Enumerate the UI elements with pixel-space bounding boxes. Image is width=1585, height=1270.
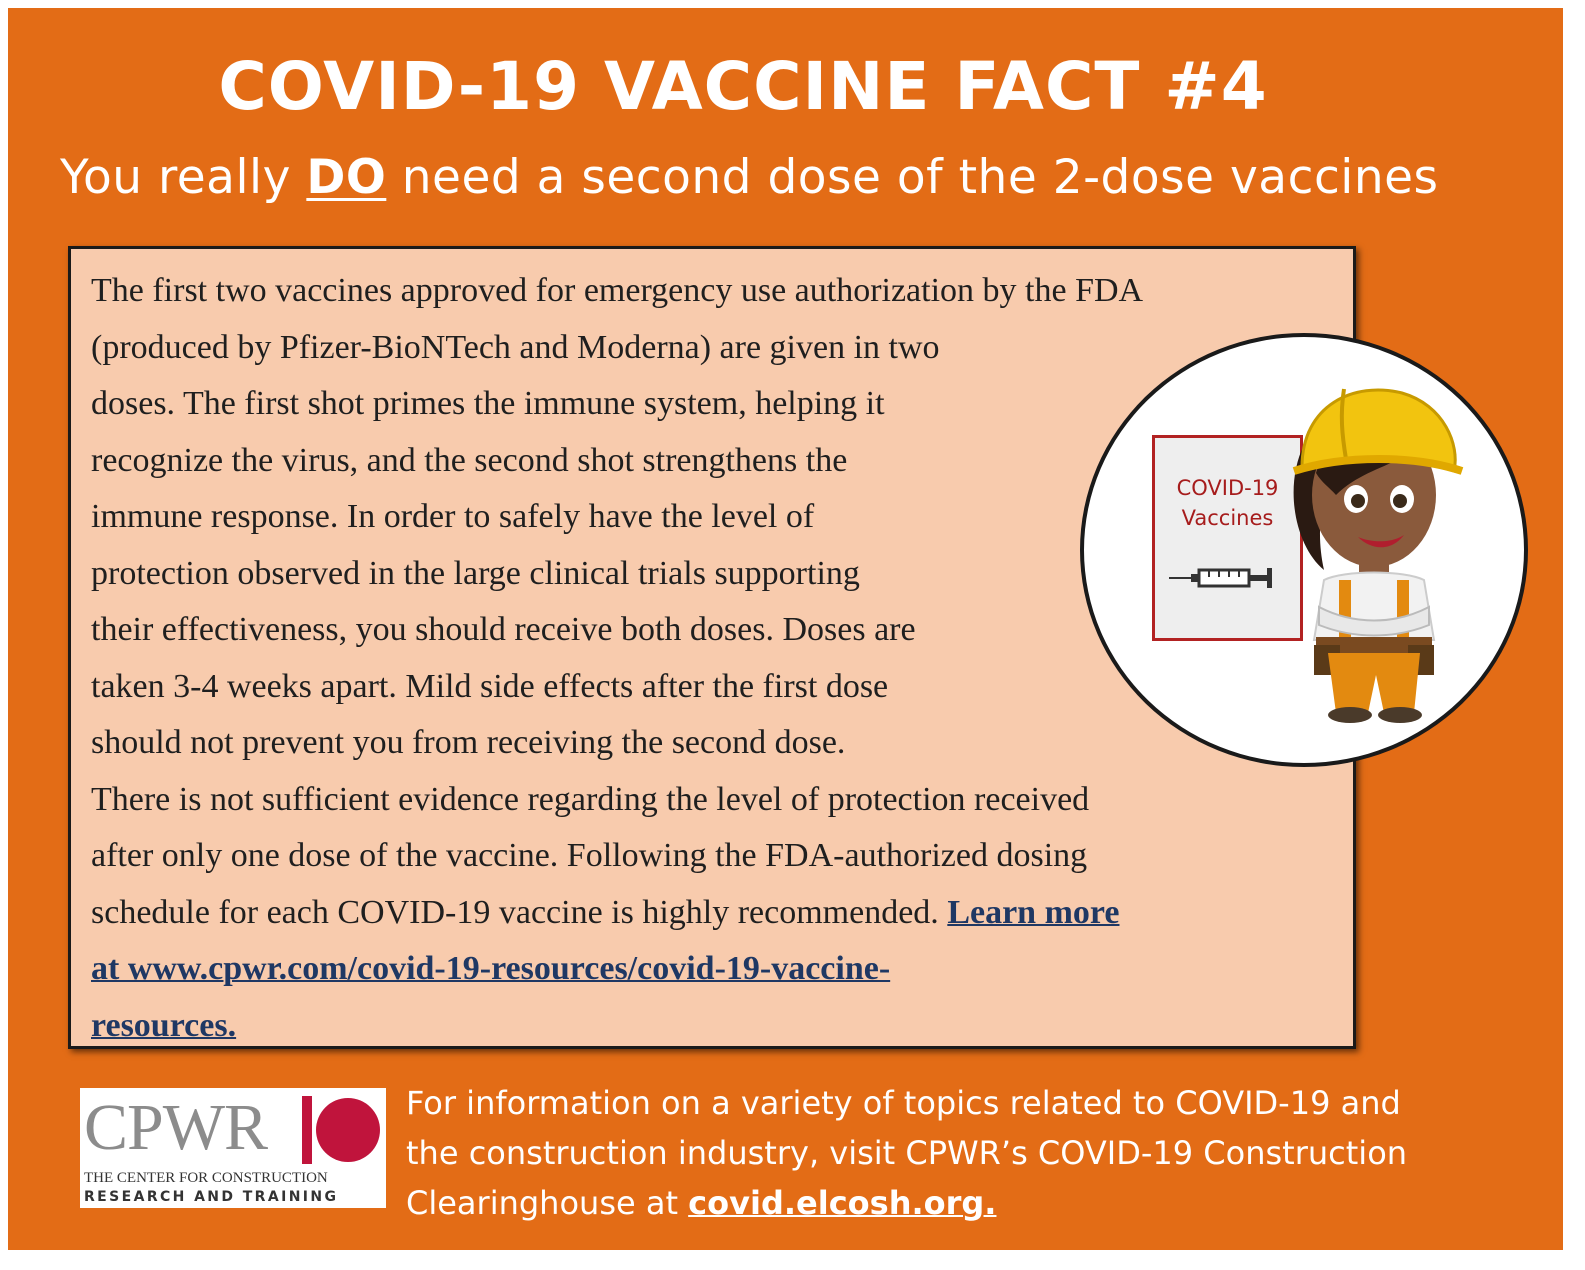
vaccine-sign: [1152, 435, 1303, 641]
illustration-circle: [1080, 333, 1528, 767]
construction-worker-illustration: [1284, 375, 1484, 725]
footer-line: the construction industry, visit CPWR’s COVID-19 Construction: [406, 1134, 1408, 1172]
poster-background: [8, 8, 1563, 1250]
subtitle: [60, 150, 1500, 205]
logo-wordmark: CPWR: [84, 1091, 268, 1164]
body-line: after only one dose of the vaccine. Following the FDA-authorized dosing: [91, 837, 1088, 874]
body-line: immune response. In order to safely have the level of: [91, 498, 815, 535]
body-line: [91, 941, 1331, 998]
subtitle-end: need a second dose of the 2-dose vaccines: [386, 150, 1439, 205]
resources-url-link-end[interactable]: resources.: [91, 1006, 237, 1044]
sign-line-1: COVID-19: [1176, 476, 1279, 500]
logo-line-1: THE CENTER FOR CONSTRUCTION: [84, 1170, 328, 1186]
body-line: (produced by Pfizer-BioNTech and Moderna) are given in two: [91, 328, 940, 366]
body-line: The first two vaccines approved for emergency use authorization by the FDA: [91, 272, 1144, 309]
body-line-with-link: [91, 885, 1331, 942]
footer-line: [406, 1178, 1496, 1228]
resources-url-link[interactable]: at www.cpwr.com/covid-19-resources/covid-19-vaccine-: [91, 950, 891, 987]
logo-line-2: RESEARCH AND TRAINING: [84, 1189, 339, 1205]
sign-line-2: Vaccines: [1181, 506, 1274, 530]
body-line: taken 3-4 weeks apart. Mild side effects after the first dose: [91, 667, 889, 705]
footer-text: [406, 1078, 1496, 1228]
subtitle-start: You really: [60, 150, 307, 205]
subtitle-emphasis: DO: [306, 150, 387, 205]
elcosh-link[interactable]: covid.elcosh.org.: [688, 1184, 997, 1222]
body-line: [91, 998, 1331, 1055]
body-line: recognize the virus, and the second shot strengthens the: [91, 441, 848, 479]
cpwr-logo: [80, 1088, 386, 1208]
body-line: protection observed in the large clinical trials supporting: [91, 554, 860, 592]
learn-more-link[interactable]: Learn more: [947, 893, 1120, 931]
footer-line: For information on a variety of topics related to COVID-19 and: [406, 1084, 1401, 1122]
body-line: There is not sufficient evidence regarding the level of protection received: [91, 780, 1090, 818]
footer-line-text: Clearinghouse at: [406, 1184, 689, 1222]
body-line: their effectiveness, you should receive both doses. Doses are: [91, 611, 916, 648]
body-line: doses. The first shot primes the immune system, helping it: [91, 385, 885, 422]
syringe-icon: [1169, 566, 1281, 590]
body-line: should not prevent you from receiving the second dose.: [91, 724, 846, 761]
page-title: COVID-19 VACCINE FACT #4: [218, 48, 1268, 125]
logo-mark-icon: [302, 1094, 382, 1166]
body-line: schedule for each COVID-19 vaccine is highly recommended.: [91, 893, 948, 931]
